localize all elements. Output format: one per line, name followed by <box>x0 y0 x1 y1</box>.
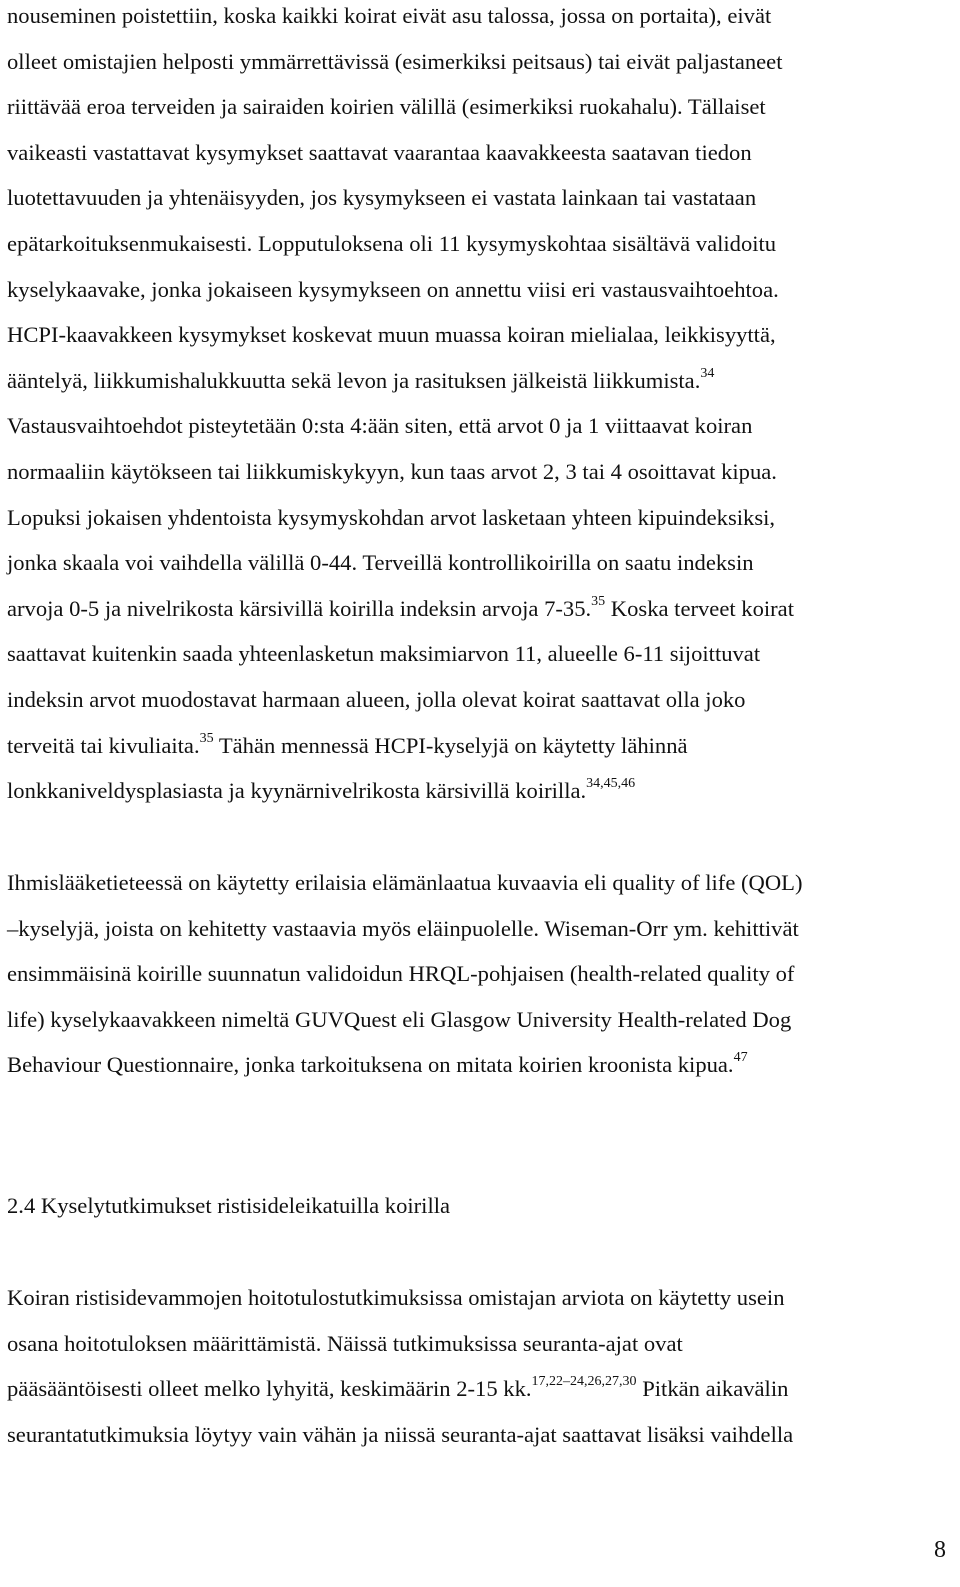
text-line <box>7 233 776 256</box>
text-line <box>7 1050 748 1077</box>
text-line <box>7 1374 789 1401</box>
text-segment: Koiran ristisidevammojen hoitotulostutkimuksissa omistajan arviota on käytetty usein <box>7 1285 785 1310</box>
text-line <box>7 1195 450 1218</box>
text-segment: Tähän mennessä HCPI-kyselyjä on käytetty lähinnä <box>213 733 688 758</box>
text-segment: epätarkoituksenmukaisesti. Lopputuloksena oli 11 kysymyskohtaa sisältävä validoitu <box>7 231 777 256</box>
text-line <box>7 689 745 712</box>
text-segment: ääntelyä, liikkumishalukkuutta sekä levon ja rasituksen jälkeistä liikkumista. <box>7 368 701 393</box>
text-line <box>7 1287 785 1310</box>
text-line <box>7 96 766 119</box>
text-segment: vaikeasti vastattavat kysymykset saattavat vaarantaa kaavakkeesta saatavan tiedon <box>7 140 752 165</box>
text-segment: nouseminen poistettiin, koska kaikki koirat eivät asu talossa, jossa on portaita), eivät <box>7 3 772 28</box>
text-line <box>7 461 777 484</box>
text-segment: ensimmäisinä koirille suunnatun validoidun HRQL-pohjaisen (health-related quality of <box>7 961 795 986</box>
citation-superscript: 34,45,46 <box>586 776 636 791</box>
text-segment: seurantatutkimuksia löytyy vain vähän ja niissä seuranta-ajat saattavat lisäksi vaihdella <box>7 1422 794 1447</box>
text-segment: indeksin arvot muodostavat harmaan alueen, jolla olevat koirat saattavat olla joko <box>7 687 746 712</box>
text-line <box>7 324 776 347</box>
text-line <box>7 1333 683 1356</box>
text-line <box>7 142 752 165</box>
text-segment: Vastausvaihtoehdot pisteytetään 0:sta 4:ään siten, että arvot 0 ja 1 viittaavat koiran <box>7 413 753 438</box>
page-number: 8 <box>934 1537 946 1563</box>
citation-superscript: 34 <box>700 366 715 381</box>
text-line <box>7 51 783 74</box>
citation-superscript: 35 <box>199 731 214 746</box>
text-segment: pääsääntöisesti olleet melko lyhyitä, keskimäärin 2-15 kk. <box>7 1376 532 1401</box>
text-segment: arvoja 0-5 ja nivelrikosta kärsivillä koirilla indeksin arvoja 7-35. <box>7 596 592 621</box>
text-line <box>7 552 754 575</box>
text-segment: Koska terveet koirat <box>605 596 794 621</box>
text-segment: jonka skaala voi vaihdella välillä 0-44. Terveillä kontrollikoirilla on saatu indeksin <box>7 550 754 575</box>
text-segment: kyselykaavake, jonka jokaiseen kysymykseen on annettu viisi eri vastausvaihtoehtoa. <box>7 277 779 302</box>
text-line <box>7 918 799 941</box>
text-segment: Lopuksi jokaisen yhdentoista kysymyskohdan arvot lasketaan yhteen kipuindeksiksi, <box>7 505 776 530</box>
text-segment: terveitä tai kivuliaita. <box>7 733 200 758</box>
text-segment: normaaliin käytökseen tai liikkumiskykyyn, kun taas arvot 2, 3 tai 4 osoittavat kipua. <box>7 459 777 484</box>
text-line <box>7 1009 791 1032</box>
text-line <box>7 279 779 302</box>
citation-superscript: 47 <box>733 1050 748 1065</box>
text-line <box>7 507 775 530</box>
text-segment: riittävää eroa terveiden ja sairaiden koirien välillä (esimerkiksi ruokahalu). Tällaiset <box>7 94 766 119</box>
citation-superscript: 35 <box>591 594 606 609</box>
text-line <box>7 594 794 621</box>
text-segment: life) kyselykaavakkeen nimeltä GUVQuest eli Glasgow University Health-related Dog <box>7 1007 792 1032</box>
text-segment: Behaviour Questionnaire, jonka tarkoituksena on mitata koirien kroonista kipua. <box>7 1052 734 1077</box>
text-line <box>7 643 760 666</box>
text-segment: olleet omistajien helposti ymmärrettävissä (esimerkiksi peitsaus) tai eivät paljastaneet <box>7 49 783 74</box>
text-line <box>7 5 771 28</box>
text-segment: saattavat kuitenkin saada yhteenlasketun maksimiarvon 11, alueelle 6-11 sijoittuvat <box>7 641 761 666</box>
text-line <box>7 1424 793 1447</box>
text-line <box>7 776 636 803</box>
text-line <box>7 415 752 438</box>
text-segment: –kyselyjä, joista on kehitetty vastaavia myös eläinpuolelle. Wiseman-Orr ym. kehittivät <box>7 916 799 941</box>
text-segment: lonkkaniveldysplasiasta ja kyynärnivelrikosta kärsivillä koirilla. <box>7 778 587 803</box>
text-line <box>7 963 794 986</box>
text-segment: HCPI-kaavakkeen kysymykset koskevat muun muassa koiran mielialaa, leikkisyyttä, <box>7 322 776 347</box>
text-segment: osana hoitotuloksen määrittämistä. Näissä tutkimuksissa seuranta-ajat ovat <box>7 1331 683 1356</box>
text-line <box>7 731 688 758</box>
text-segment: Ihmislääketieteessä on käytetty erilaisia elämänlaatua kuvaavia eli quality of life (QOL) <box>7 870 803 895</box>
citation-superscript: 17,22–24,26,27,30 <box>531 1374 637 1389</box>
text-line <box>7 187 756 210</box>
text-segment: Pitkän aikavälin <box>636 1376 789 1401</box>
text-segment: luotettavuuden ja yhtenäisyyden, jos kysymykseen ei vastata lainkaan tai vastataan <box>7 185 757 210</box>
text-segment: 2.4 Kyselytutkimukset ristisideleikatuilla koirilla <box>7 1193 451 1218</box>
text-line <box>7 872 802 895</box>
text-line <box>7 366 715 393</box>
